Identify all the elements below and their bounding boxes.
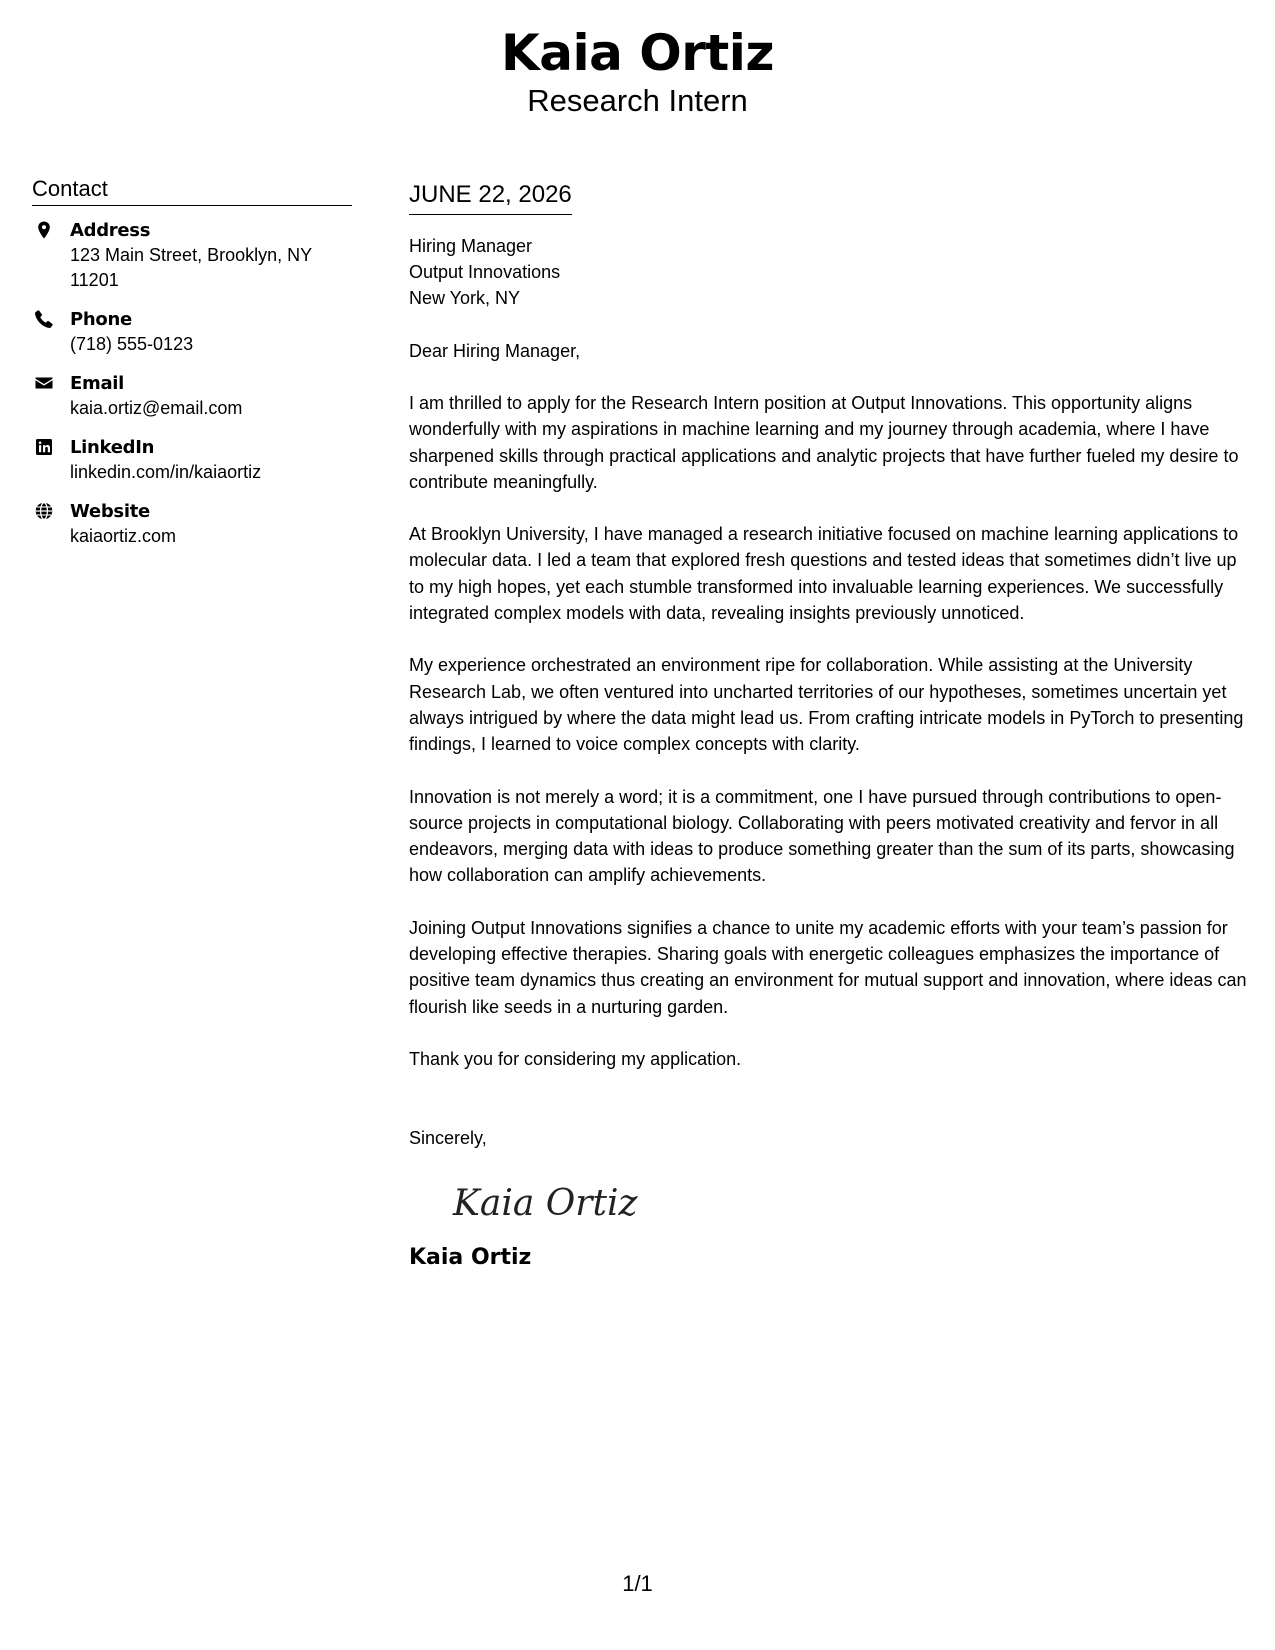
map-pin-icon [34,220,54,240]
envelope-icon [34,373,54,393]
contact-value: 123 Main Street, Brooklyn, NY 11201 [70,245,312,290]
letter-paragraph: Innovation is not merely a word; it is a commitment, one I have pursued through contributions to open-source projects in computational biology. Collaborating with peers motivated creativity and fervor in all endeavors, merging data with ideas to produce something greater than the sum of its parts, showcasing how collaboration can amplify achievements. [409,786,1235,886]
contact-website [32,499,352,549]
contact-sidebar [32,174,352,563]
contact-value: kaiaortiz.com [70,526,177,546]
globe-icon [34,501,54,521]
contact-phone [32,307,352,357]
linkedin-icon [34,437,54,457]
contact-label: Phone [70,309,132,330]
contact-linkedin [32,435,352,485]
signature-text: Kaia Ortiz [453,1183,638,1225]
salutation: Dear Hiring Manager, [409,341,581,361]
contact-email [32,371,352,421]
contact-value: (718) 555-0123 [70,334,194,354]
contact-label: Address [70,220,151,241]
contact-label: Email [70,373,125,394]
recipient-line: New York, NY [409,288,521,308]
letter-paragraph: Joining Output Innovations signifies a chance to unite my academic efforts with your team’s passion for developing effective therapies. Sharing goals with energetic colleagues emphasizes the importance of positive team dynamics thus creating an environment for mutual support and innovation, where ideas can flourish like seeds in a nurturing garden. [409,917,1247,1017]
closing: Sincerely, [409,1128,487,1149]
contact-value: kaia.ortiz@email.com [70,398,243,418]
page-number: 1/1 [622,1571,653,1596]
signer-name: Kaia Ortiz [409,1245,532,1271]
recipient-block [409,233,1249,311]
contact-label: Website [70,501,150,522]
contact-address [32,218,352,293]
letter-date: JUNE 22, 2026 [409,178,572,215]
contact-heading: Contact [32,174,352,206]
letter-paragraph: Thank you for considering my application. [409,1048,742,1069]
letter-body [409,178,1249,1273]
handwritten-signature [449,1173,649,1231]
applicant-title: Research Intern [527,83,748,118]
contact-value: linkedin.com/in/kaiaortiz [70,462,262,482]
phone-icon [34,309,54,329]
applicant-name: Kaia Ortiz [500,24,775,82]
letter-header [0,22,1275,118]
recipient-line: Output Innovations [409,262,561,282]
letter-paragraph: My experience orchestrated an environment ripe for collaboration. While assisting at the University Research Lab, we often ventured into uncharted territories of our hypotheses, sometimes uncertain yet always intrigued by where the data might lead us. From crafting intricate models in PyTorch to presenting findings, I learned to voice complex concepts with clarity. [409,655,1244,755]
contact-label: LinkedIn [70,437,155,458]
recipient-line: Hiring Manager [409,236,533,256]
letter-paragraph: At Brooklyn University, I have managed a research initiative focused on machine learning applications to molecular data. I led a team that explored fresh questions and tested ideas that sometimes didn’t live up to my high hopes, yet each stumble transformed into invaluable learning experiences. We successfully integrated complex models with data, revealing insights previously unnoticed. [409,524,1239,624]
letter-paragraph: I am thrilled to apply for the Research Intern position at Output Innovations. This opportunity aligns wonderfully with my aspirations in machine learning and my journey through academia, where I have sharpened skills through practical applications and analytic projects that have further fueled my desire to contribute meaningfully. [409,393,1239,492]
